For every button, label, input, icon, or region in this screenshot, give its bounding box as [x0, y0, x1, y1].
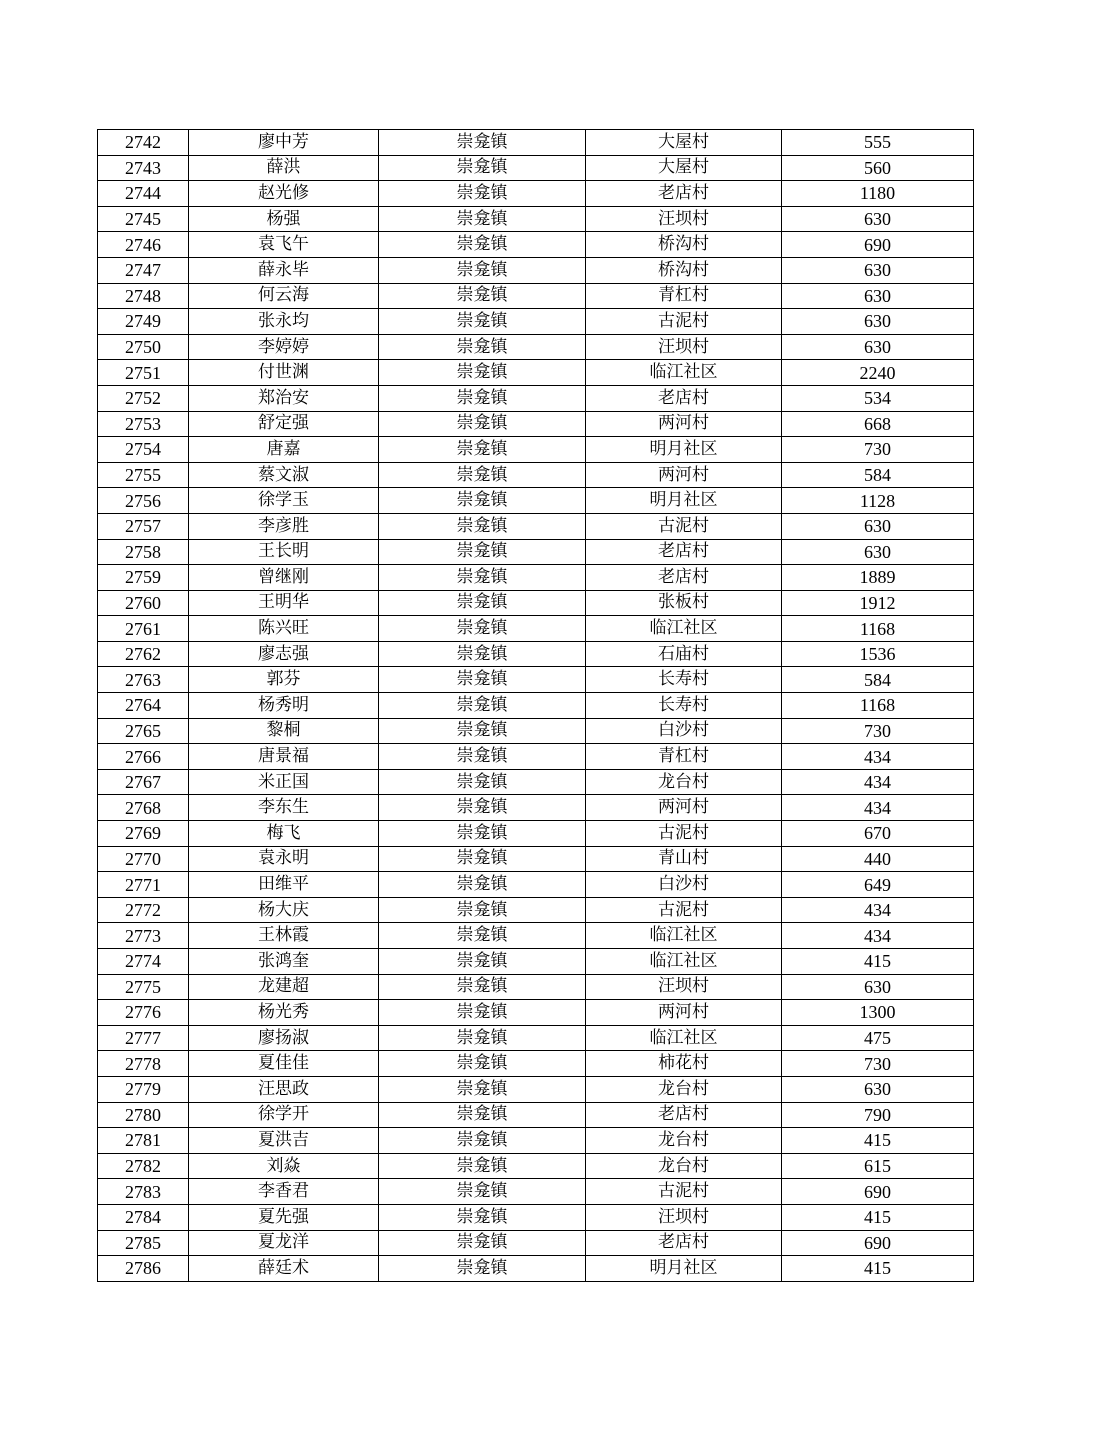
table-row — [98, 437, 974, 463]
amount-cell: 690 — [782, 232, 974, 258]
table-row — [98, 206, 974, 232]
amount-cell: 555 — [782, 130, 974, 156]
table-row — [98, 1128, 974, 1154]
name-cell: 王林霞 — [189, 923, 379, 949]
row-id-cell: 2783 — [98, 1179, 189, 1205]
village-cell: 长寿村 — [586, 693, 782, 719]
town-cell: 崇龛镇 — [379, 1128, 586, 1154]
amount-cell: 1912 — [782, 590, 974, 616]
name-cell: 廖志强 — [189, 641, 379, 667]
town-cell: 崇龛镇 — [379, 872, 586, 898]
amount-cell: 630 — [782, 283, 974, 309]
town-cell: 崇龛镇 — [379, 1230, 586, 1256]
village-cell: 两河村 — [586, 462, 782, 488]
row-id-cell: 2781 — [98, 1128, 189, 1154]
village-cell: 明月社区 — [586, 488, 782, 514]
name-cell: 薛洪 — [189, 155, 379, 181]
amount-cell: 1536 — [782, 641, 974, 667]
amount-cell: 434 — [782, 744, 974, 770]
table-body — [98, 130, 974, 1282]
village-cell: 长寿村 — [586, 667, 782, 693]
table-row — [98, 846, 974, 872]
table-row — [98, 513, 974, 539]
table-row — [98, 718, 974, 744]
village-cell: 临江社区 — [586, 360, 782, 386]
town-cell: 崇龛镇 — [379, 385, 586, 411]
name-cell: 李香君 — [189, 1179, 379, 1205]
village-cell: 明月社区 — [586, 437, 782, 463]
town-cell: 崇龛镇 — [379, 590, 586, 616]
town-cell: 崇龛镇 — [379, 949, 586, 975]
village-cell: 临江社区 — [586, 949, 782, 975]
village-cell: 老店村 — [586, 181, 782, 207]
table-row — [98, 821, 974, 847]
village-cell: 白沙村 — [586, 872, 782, 898]
row-id-cell: 2757 — [98, 513, 189, 539]
village-cell: 古泥村 — [586, 309, 782, 335]
amount-cell: 560 — [782, 155, 974, 181]
table-row — [98, 1025, 974, 1051]
table-row — [98, 411, 974, 437]
town-cell: 崇龛镇 — [379, 437, 586, 463]
row-id-cell: 2774 — [98, 949, 189, 975]
name-cell: 舒定强 — [189, 411, 379, 437]
row-id-cell: 2759 — [98, 565, 189, 591]
name-cell: 陈兴旺 — [189, 616, 379, 642]
table-row — [98, 462, 974, 488]
amount-cell: 2240 — [782, 360, 974, 386]
name-cell: 李婷婷 — [189, 334, 379, 360]
village-cell: 大屋村 — [586, 155, 782, 181]
village-cell: 青山村 — [586, 846, 782, 872]
town-cell: 崇龛镇 — [379, 821, 586, 847]
table-row — [98, 616, 974, 642]
name-cell: 蔡文淑 — [189, 462, 379, 488]
village-cell: 两河村 — [586, 1000, 782, 1026]
village-cell: 龙台村 — [586, 769, 782, 795]
name-cell: 曾继刚 — [189, 565, 379, 591]
row-id-cell: 2780 — [98, 1102, 189, 1128]
amount-cell: 1128 — [782, 488, 974, 514]
village-cell: 青杠村 — [586, 744, 782, 770]
village-cell: 古泥村 — [586, 821, 782, 847]
town-cell: 崇龛镇 — [379, 488, 586, 514]
amount-cell: 670 — [782, 821, 974, 847]
village-cell: 老店村 — [586, 1102, 782, 1128]
row-id-cell: 2752 — [98, 385, 189, 411]
village-cell: 临江社区 — [586, 1025, 782, 1051]
village-cell: 白沙村 — [586, 718, 782, 744]
row-id-cell: 2782 — [98, 1153, 189, 1179]
village-cell: 龙台村 — [586, 1153, 782, 1179]
amount-cell: 730 — [782, 718, 974, 744]
name-cell: 何云海 — [189, 283, 379, 309]
table-row — [98, 1179, 974, 1205]
table-row — [98, 155, 974, 181]
amount-cell: 1889 — [782, 565, 974, 591]
amount-cell: 584 — [782, 667, 974, 693]
row-id-cell: 2760 — [98, 590, 189, 616]
row-id-cell: 2778 — [98, 1051, 189, 1077]
name-cell: 徐学开 — [189, 1102, 379, 1128]
row-id-cell: 2766 — [98, 744, 189, 770]
amount-cell: 630 — [782, 1076, 974, 1102]
village-cell: 汪坝村 — [586, 334, 782, 360]
row-id-cell: 2770 — [98, 846, 189, 872]
table-row — [98, 232, 974, 258]
data-table — [97, 129, 974, 1282]
village-cell: 石庙村 — [586, 641, 782, 667]
row-id-cell: 2754 — [98, 437, 189, 463]
town-cell: 崇龛镇 — [379, 1256, 586, 1282]
row-id-cell: 2744 — [98, 181, 189, 207]
amount-cell: 440 — [782, 846, 974, 872]
town-cell: 崇龛镇 — [379, 565, 586, 591]
village-cell: 两河村 — [586, 411, 782, 437]
table-row — [98, 385, 974, 411]
table-row — [98, 872, 974, 898]
amount-cell: 690 — [782, 1230, 974, 1256]
name-cell: 李彦胜 — [189, 513, 379, 539]
town-cell: 崇龛镇 — [379, 283, 586, 309]
town-cell: 崇龛镇 — [379, 513, 586, 539]
amount-cell: 730 — [782, 437, 974, 463]
name-cell: 黎桐 — [189, 718, 379, 744]
name-cell: 李东生 — [189, 795, 379, 821]
row-id-cell: 2779 — [98, 1076, 189, 1102]
row-id-cell: 2763 — [98, 667, 189, 693]
row-id-cell: 2743 — [98, 155, 189, 181]
table-row — [98, 1102, 974, 1128]
table-row — [98, 1051, 974, 1077]
town-cell: 崇龛镇 — [379, 693, 586, 719]
amount-cell: 668 — [782, 411, 974, 437]
village-cell: 龙台村 — [586, 1076, 782, 1102]
amount-cell: 630 — [782, 206, 974, 232]
amount-cell: 649 — [782, 872, 974, 898]
town-cell: 崇龛镇 — [379, 1076, 586, 1102]
town-cell: 崇龛镇 — [379, 897, 586, 923]
name-cell: 袁永明 — [189, 846, 379, 872]
row-id-cell: 2768 — [98, 795, 189, 821]
name-cell: 杨光秀 — [189, 1000, 379, 1026]
amount-cell: 630 — [782, 257, 974, 283]
town-cell: 崇龛镇 — [379, 309, 586, 335]
table-row — [98, 897, 974, 923]
village-cell: 张板村 — [586, 590, 782, 616]
village-cell: 龙台村 — [586, 1128, 782, 1154]
table-row — [98, 974, 974, 1000]
row-id-cell: 2746 — [98, 232, 189, 258]
amount-cell: 790 — [782, 1102, 974, 1128]
row-id-cell: 2749 — [98, 309, 189, 335]
name-cell: 王长明 — [189, 539, 379, 565]
row-id-cell: 2742 — [98, 130, 189, 156]
amount-cell: 1168 — [782, 616, 974, 642]
name-cell: 张鸿奎 — [189, 949, 379, 975]
name-cell: 田维平 — [189, 872, 379, 898]
table-row — [98, 283, 974, 309]
table-row — [98, 1000, 974, 1026]
town-cell: 崇龛镇 — [379, 1000, 586, 1026]
town-cell: 崇龛镇 — [379, 667, 586, 693]
town-cell: 崇龛镇 — [379, 769, 586, 795]
row-id-cell: 2765 — [98, 718, 189, 744]
table-row — [98, 769, 974, 795]
name-cell: 刘焱 — [189, 1153, 379, 1179]
town-cell: 崇龛镇 — [379, 974, 586, 1000]
amount-cell: 630 — [782, 539, 974, 565]
village-cell: 汪坝村 — [586, 1204, 782, 1230]
table-row — [98, 1230, 974, 1256]
table-row — [98, 488, 974, 514]
name-cell: 郑治安 — [189, 385, 379, 411]
name-cell: 夏佳佳 — [189, 1051, 379, 1077]
amount-cell: 630 — [782, 513, 974, 539]
name-cell: 杨秀明 — [189, 693, 379, 719]
amount-cell: 415 — [782, 1204, 974, 1230]
table-row — [98, 539, 974, 565]
village-cell: 桥沟村 — [586, 257, 782, 283]
town-cell: 崇龛镇 — [379, 1102, 586, 1128]
amount-cell: 630 — [782, 309, 974, 335]
row-id-cell: 2775 — [98, 974, 189, 1000]
name-cell: 夏龙洋 — [189, 1230, 379, 1256]
name-cell: 王明华 — [189, 590, 379, 616]
amount-cell: 615 — [782, 1153, 974, 1179]
row-id-cell: 2786 — [98, 1256, 189, 1282]
village-cell: 临江社区 — [586, 616, 782, 642]
row-id-cell: 2773 — [98, 923, 189, 949]
town-cell: 崇龛镇 — [379, 539, 586, 565]
name-cell: 张永均 — [189, 309, 379, 335]
town-cell: 崇龛镇 — [379, 181, 586, 207]
name-cell: 郭芬 — [189, 667, 379, 693]
table-row — [98, 334, 974, 360]
row-id-cell: 2767 — [98, 769, 189, 795]
village-cell: 古泥村 — [586, 513, 782, 539]
amount-cell: 434 — [782, 795, 974, 821]
table-row — [98, 181, 974, 207]
amount-cell: 1180 — [782, 181, 974, 207]
town-cell: 崇龛镇 — [379, 718, 586, 744]
row-id-cell: 2764 — [98, 693, 189, 719]
table-row — [98, 1256, 974, 1282]
row-id-cell: 2758 — [98, 539, 189, 565]
town-cell: 崇龛镇 — [379, 1051, 586, 1077]
table-row — [98, 565, 974, 591]
row-id-cell: 2748 — [98, 283, 189, 309]
name-cell: 夏先强 — [189, 1204, 379, 1230]
name-cell: 唐景福 — [189, 744, 379, 770]
name-cell: 夏洪吉 — [189, 1128, 379, 1154]
village-cell: 老店村 — [586, 565, 782, 591]
village-cell: 柿花村 — [586, 1051, 782, 1077]
table-row — [98, 130, 974, 156]
town-cell: 崇龛镇 — [379, 411, 586, 437]
table-row — [98, 949, 974, 975]
town-cell: 崇龛镇 — [379, 1025, 586, 1051]
name-cell: 付世渊 — [189, 360, 379, 386]
row-id-cell: 2761 — [98, 616, 189, 642]
name-cell: 杨大庆 — [189, 897, 379, 923]
amount-cell: 534 — [782, 385, 974, 411]
table-row — [98, 667, 974, 693]
amount-cell: 1300 — [782, 1000, 974, 1026]
row-id-cell: 2750 — [98, 334, 189, 360]
town-cell: 崇龛镇 — [379, 1204, 586, 1230]
name-cell: 廖中芳 — [189, 130, 379, 156]
town-cell: 崇龛镇 — [379, 846, 586, 872]
town-cell: 崇龛镇 — [379, 155, 586, 181]
row-id-cell: 2753 — [98, 411, 189, 437]
table-row — [98, 360, 974, 386]
town-cell: 崇龛镇 — [379, 1179, 586, 1205]
town-cell: 崇龛镇 — [379, 744, 586, 770]
table-row — [98, 693, 974, 719]
table-row — [98, 795, 974, 821]
amount-cell: 630 — [782, 974, 974, 1000]
row-id-cell: 2762 — [98, 641, 189, 667]
row-id-cell: 2745 — [98, 206, 189, 232]
town-cell: 崇龛镇 — [379, 360, 586, 386]
name-cell: 汪思政 — [189, 1076, 379, 1102]
amount-cell: 434 — [782, 923, 974, 949]
name-cell: 廖扬淑 — [189, 1025, 379, 1051]
table-row — [98, 1076, 974, 1102]
row-id-cell: 2776 — [98, 1000, 189, 1026]
row-id-cell: 2772 — [98, 897, 189, 923]
village-cell: 大屋村 — [586, 130, 782, 156]
village-cell: 汪坝村 — [586, 974, 782, 1000]
amount-cell: 630 — [782, 334, 974, 360]
town-cell: 崇龛镇 — [379, 1153, 586, 1179]
amount-cell: 415 — [782, 1256, 974, 1282]
village-cell: 临江社区 — [586, 923, 782, 949]
name-cell: 杨强 — [189, 206, 379, 232]
village-cell: 两河村 — [586, 795, 782, 821]
name-cell: 徐学玉 — [189, 488, 379, 514]
amount-cell: 584 — [782, 462, 974, 488]
row-id-cell: 2784 — [98, 1204, 189, 1230]
town-cell: 崇龛镇 — [379, 257, 586, 283]
town-cell: 崇龛镇 — [379, 462, 586, 488]
row-id-cell: 2769 — [98, 821, 189, 847]
village-cell: 明月社区 — [586, 1256, 782, 1282]
table-row — [98, 923, 974, 949]
town-cell: 崇龛镇 — [379, 641, 586, 667]
village-cell: 老店村 — [586, 539, 782, 565]
amount-cell: 730 — [782, 1051, 974, 1077]
row-id-cell: 2785 — [98, 1230, 189, 1256]
name-cell: 唐嘉 — [189, 437, 379, 463]
row-id-cell: 2777 — [98, 1025, 189, 1051]
table-row — [98, 744, 974, 770]
table-row — [98, 309, 974, 335]
row-id-cell: 2755 — [98, 462, 189, 488]
row-id-cell: 2751 — [98, 360, 189, 386]
town-cell: 崇龛镇 — [379, 795, 586, 821]
amount-cell: 690 — [782, 1179, 974, 1205]
name-cell: 薛廷术 — [189, 1256, 379, 1282]
town-cell: 崇龛镇 — [379, 130, 586, 156]
table-row — [98, 1204, 974, 1230]
town-cell: 崇龛镇 — [379, 334, 586, 360]
village-cell: 汪坝村 — [586, 206, 782, 232]
name-cell: 薛永毕 — [189, 257, 379, 283]
table-row — [98, 257, 974, 283]
row-id-cell: 2747 — [98, 257, 189, 283]
name-cell: 龙建超 — [189, 974, 379, 1000]
town-cell: 崇龛镇 — [379, 206, 586, 232]
table-row — [98, 641, 974, 667]
village-cell: 桥沟村 — [586, 232, 782, 258]
row-id-cell: 2771 — [98, 872, 189, 898]
amount-cell: 415 — [782, 1128, 974, 1154]
village-cell: 古泥村 — [586, 897, 782, 923]
name-cell: 米正国 — [189, 769, 379, 795]
town-cell: 崇龛镇 — [379, 232, 586, 258]
table-row — [98, 590, 974, 616]
village-cell: 青杠村 — [586, 283, 782, 309]
amount-cell: 434 — [782, 769, 974, 795]
town-cell: 崇龛镇 — [379, 616, 586, 642]
village-cell: 老店村 — [586, 1230, 782, 1256]
amount-cell: 475 — [782, 1025, 974, 1051]
village-cell: 古泥村 — [586, 1179, 782, 1205]
name-cell: 梅飞 — [189, 821, 379, 847]
town-cell: 崇龛镇 — [379, 923, 586, 949]
amount-cell: 415 — [782, 949, 974, 975]
amount-cell: 434 — [782, 897, 974, 923]
name-cell: 赵光修 — [189, 181, 379, 207]
table-row — [98, 1153, 974, 1179]
name-cell: 袁飞午 — [189, 232, 379, 258]
amount-cell: 1168 — [782, 693, 974, 719]
village-cell: 老店村 — [586, 385, 782, 411]
row-id-cell: 2756 — [98, 488, 189, 514]
